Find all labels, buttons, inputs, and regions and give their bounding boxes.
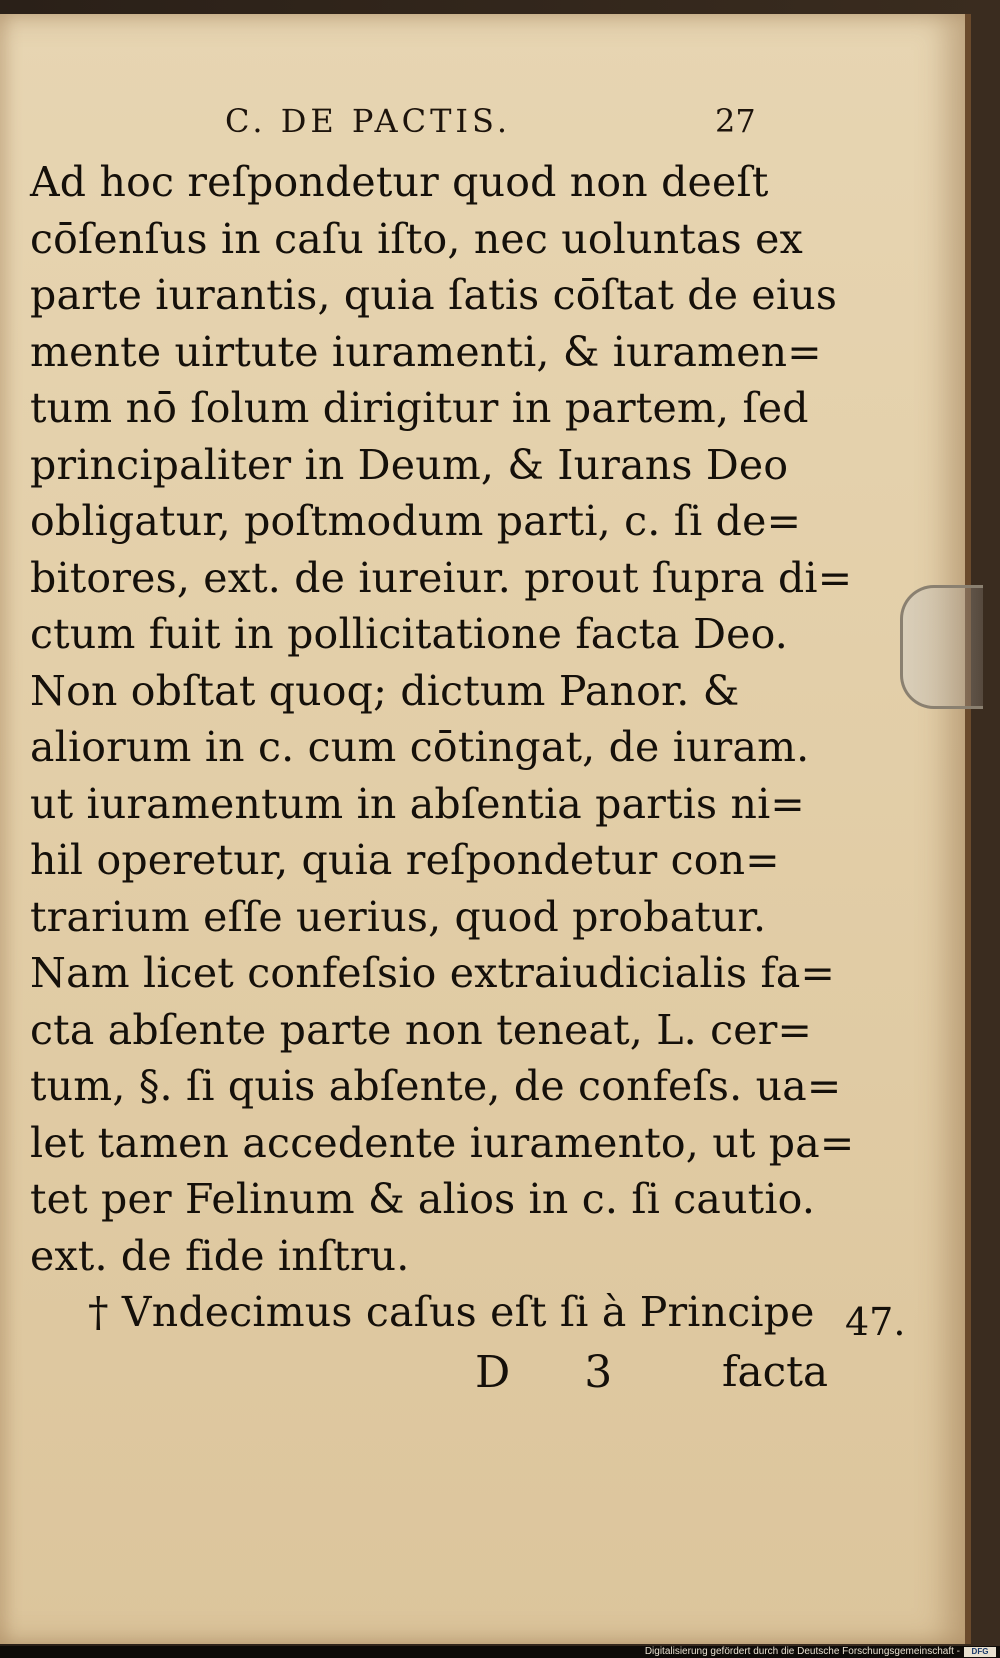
text-line: ut iuramentum in abſentia partis ni= [30,779,805,828]
book-clip [900,585,983,709]
text-line: aliorum in c. cum cōtingat, de iuram. [30,723,810,771]
credit-bar [0,1646,1000,1658]
credit-text: Digitalisierung gefördert durch die Deutsche Forschungsgemeinschaft - [644,1646,960,1657]
running-title: C. DE PACTIS. [225,102,511,140]
text-line: tet per Felinum & alios in c. ſi cautio. [30,1175,816,1223]
text-line: Non obſtat quoq; dictum Panor. & [30,666,740,715]
catchword: facta [722,1347,829,1396]
text-line: tum, §. ſi quis abſente, de confeſs. ua= [30,1062,842,1110]
signature-mark: D 3 [475,1347,643,1398]
body-text [30,154,855,1341]
text-line: cta abſente parte non teneat, L. cer= [30,1005,813,1054]
marginal-note: 47. [845,1300,906,1344]
text-line: bitores, ext. de iureiur. prout ſupra di= [30,553,853,602]
text-line: tum nō ſolum dirigitur in partem, ſed [30,384,809,432]
page-header [0,102,965,152]
book-page [0,14,971,1644]
text-line: Ad hoc reſpondetur quod non deeſt [30,158,769,206]
text-line: cōſenſus in caſu iſto, nec uoluntas ex [30,214,803,263]
text-line: ext. de fide inſtru. [30,1231,410,1280]
text-line: mente uirtute iuramenti, & iuramen= [30,327,822,376]
page-footer [0,1347,965,1407]
text-line: principaliter in Deum, & Iurans Deo [30,440,789,489]
text-line: parte iurantis, quia ſatis cōſtat de eius [30,271,838,319]
text-line: let tamen accedente iuramento, ut pa= [30,1118,855,1167]
text-line: † Vndecimus caſus eſt ſi à Principe [88,1288,815,1336]
text-line: obligatur, poſtmodum parti, c. ſi de= [30,497,802,545]
text-line: trarium eſſe uerius, quod probatur. [30,892,767,941]
text-line: hil operetur, quia reſpondetur con= [30,836,780,884]
dfg-logo-icon: DFG [964,1647,996,1657]
text-line: Nam licet confeſsio extraiudicialis fa= [30,949,836,997]
page-number: 27 [715,102,756,140]
text-line: ctum fuit in pollicitatione facta Deo. [30,610,789,658]
